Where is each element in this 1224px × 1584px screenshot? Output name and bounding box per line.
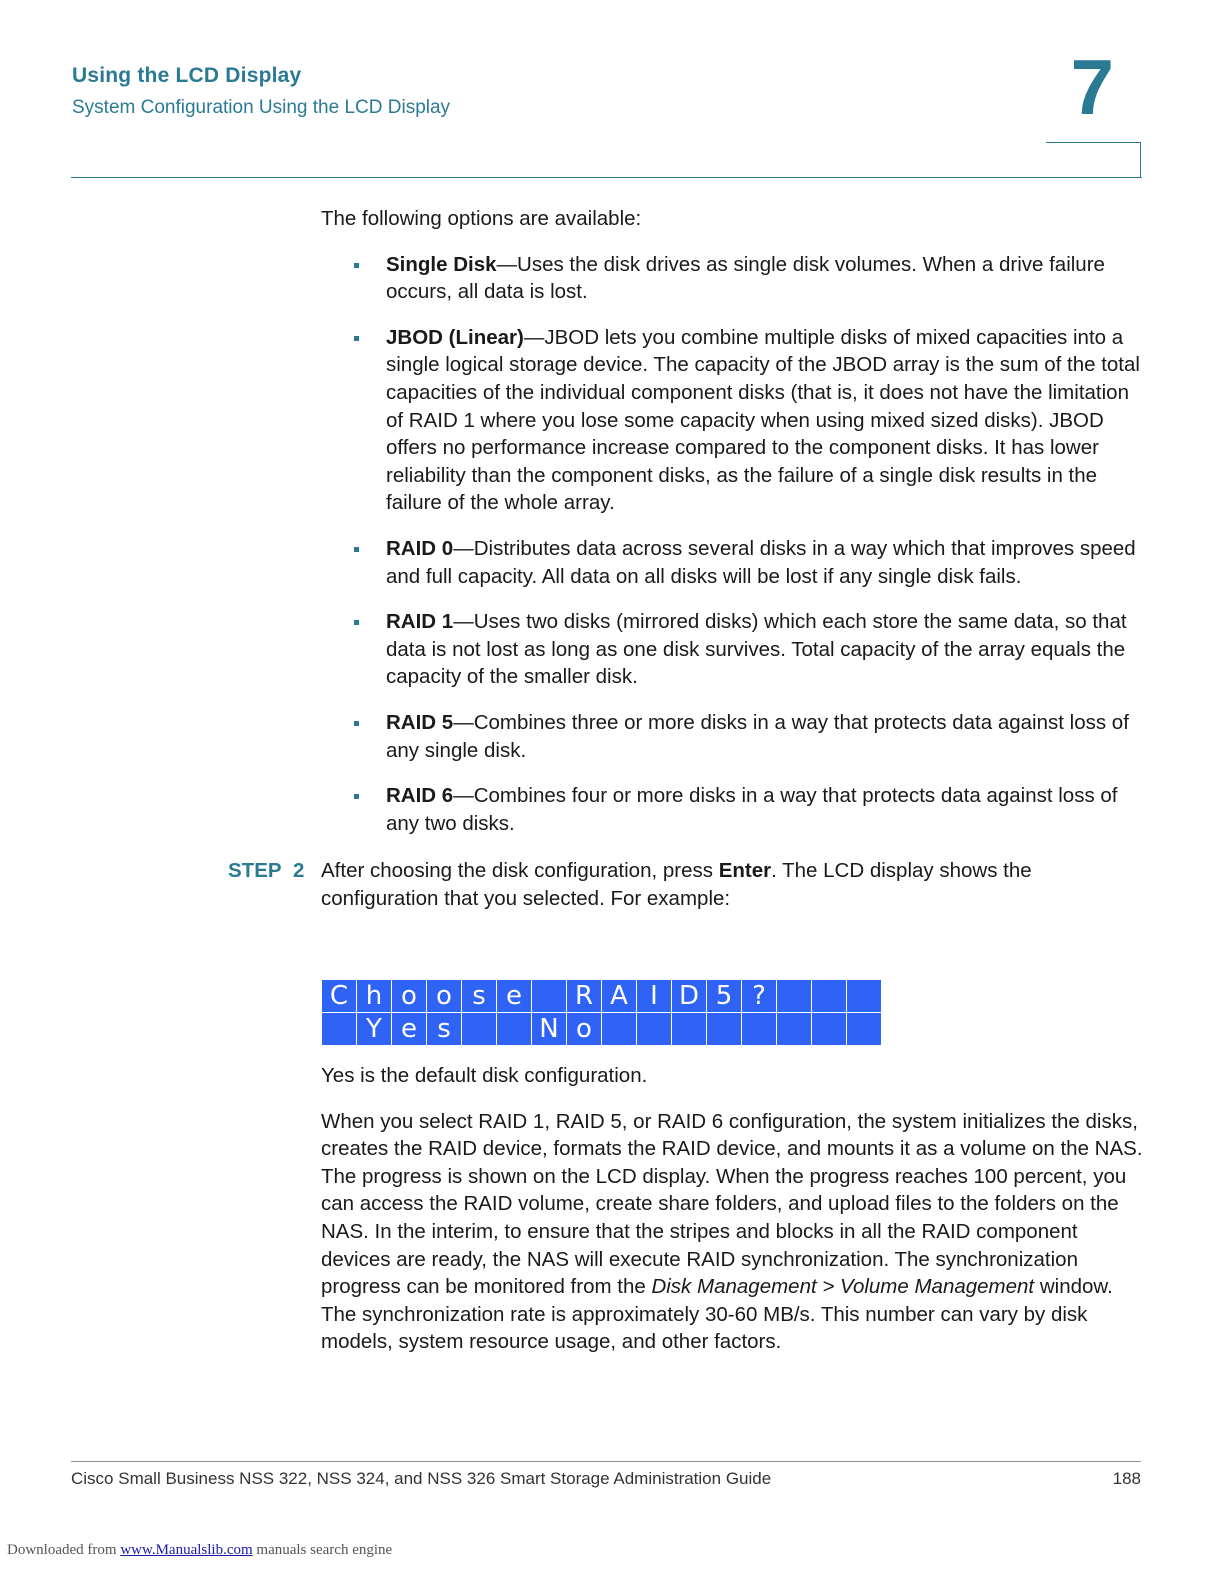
lcd-cell: R [567,980,602,1013]
lcd-cell: I [637,980,672,1013]
lcd-cell [812,980,847,1013]
bullet-icon [354,547,359,552]
options-list [321,251,1146,838]
raid-paragraph [321,1108,1146,1356]
raid-paragraph-text-2: window. The synchronization rate is approximately 30-60 MB/s. This number can vary by disk models, system resource usage, and other factors. [321,1275,1113,1354]
lcd-cell: C [322,980,357,1013]
after-lcd-content [321,1062,1146,1374]
lcd-cell: s [462,980,497,1013]
option-desc: —Uses the disk drives as single disk volumes. When a drive failure occurs, all data is lost. [386,252,1105,304]
footer-divider [71,1461,1141,1462]
lcd-cell: o [427,980,462,1013]
option-term: RAID 1 [386,610,454,634]
list-item [321,709,1146,764]
chapter-title: Using the LCD Display [72,64,302,87]
chapter-tab-frame [1046,142,1141,178]
list-item [321,324,1146,517]
lcd-row-2 [322,1013,882,1046]
default-note: Yes is the default disk configuration. [321,1064,648,1087]
section-subtitle: System Configuration Using the LCD Display [72,97,451,118]
lcd-cell: e [392,1013,427,1046]
lcd-display [321,979,882,1046]
lcd-cell [707,1013,742,1046]
lcd-cell: o [392,980,427,1013]
option-term: RAID 6 [386,784,454,808]
lcd-cell [462,1013,497,1046]
lcd-cell [602,1013,637,1046]
step-number: 2 [293,859,305,882]
option-desc: —Combines three or more disks in a way that protects data against loss of any single disk. [386,710,1129,762]
lcd-cell [672,1013,707,1046]
list-item [321,782,1146,837]
lcd-cell [532,980,567,1013]
bullet-icon [354,620,359,625]
lcd-cell: Y [357,1013,392,1046]
lcd-row-1 [322,980,882,1013]
step-key-enter: Enter [718,859,772,882]
lcd-cell [637,1013,672,1046]
step-text-after: . The LCD display shows the configuration that you selected. For example: [321,859,1032,910]
lcd-cell [777,1013,812,1046]
lcd-cell [497,1013,532,1046]
lcd-cell [777,980,812,1013]
list-item [321,535,1146,590]
option-term: Single Disk [386,252,497,276]
lcd-cell [322,1013,357,1046]
lcd-cell [812,1013,847,1046]
step-text-before: After choosing the disk configuration, press [321,859,719,882]
lcd-cell: ? [742,980,777,1013]
step-text [321,857,1121,912]
list-item [321,608,1146,691]
lcd-cell [847,980,882,1013]
header-divider [71,177,1142,178]
page-number: 188 [1112,1469,1141,1488]
option-desc: —Uses two disks (mirrored disks) which each store the same data, so that data is not lost as long as one disk survives. Total capacity of the array equals the capacity of the smaller disk. [386,610,1127,689]
lcd-cell: 5 [707,980,742,1013]
bullet-icon [354,721,359,726]
download-prefix: Downloaded from [7,1542,121,1558]
download-suffix: manuals search engine [252,1542,393,1558]
option-desc: —Combines four or more disks in a way that protects data against loss of any two disks. [386,784,1118,835]
step-label: STEP [228,859,282,882]
lcd-cell: e [497,980,532,1013]
download-notice [7,1542,392,1559]
lcd-cell [847,1013,882,1046]
lcd-cell: A [602,980,637,1013]
chapter-number: 7 [1070,43,1114,131]
option-term: JBOD (Linear) [386,325,524,349]
lcd-cell: N [532,1013,567,1046]
option-desc: —JBOD lets you combine multiple disks of mixed capacities into a single logical storage device. The capacity of the JBOD array is the sum of the total capacities of the individual component disks (that is, it does not have the limitation of RAID 1 where you lose some capacity when using mixed sized disks). JBOD offers no performance increase compared to the component disks. It has lower reliability than the component disks, as the failure of a single disk results in the failure of the whole array. [386,325,1140,515]
lcd-cell [742,1013,777,1046]
lcd-cell: s [427,1013,462,1046]
bullet-icon [354,794,359,799]
lcd-cell: D [672,980,707,1013]
bullet-icon [354,336,359,341]
main-content [321,205,1146,855]
list-item [321,251,1146,306]
option-term: RAID 5 [386,710,454,734]
intro-text: The following options are available: [321,207,642,230]
lcd-cell: h [357,980,392,1013]
option-term: RAID 0 [386,536,454,560]
raid-paragraph-text-1: When you select RAID 1, RAID 5, or RAID 6 configuration, the system initializes the disks, creates the RAID device, formats the RAID device, and mounts it as a volume on the NAS. The progress is shown on the LCD display. When the progress reaches 100 percent, you can access the RAID volume, create share folders, and upload files to the folders on the NAS. In the interim, to ensure that the stripes and blocks in all the RAID component devices are ready, the NAS will execute RAID synchronization. The synchronization progress can be monitored from the [321,1109,1143,1299]
manualslib-link[interactable]: www.Manualslib.com [120,1542,253,1558]
menu-path: Disk Management > Volume Management [651,1275,1035,1299]
bullet-icon [354,263,359,268]
option-desc: —Distributes data across several disks in a way which that improves speed and full capacity. All data on all disks will be lost if any single disk fails. [386,536,1136,588]
lcd-cell: o [567,1013,602,1046]
footer-guide-title: Cisco Small Business NSS 322, NSS 324, and NSS 326 Smart Storage Administration Guide [71,1469,772,1488]
